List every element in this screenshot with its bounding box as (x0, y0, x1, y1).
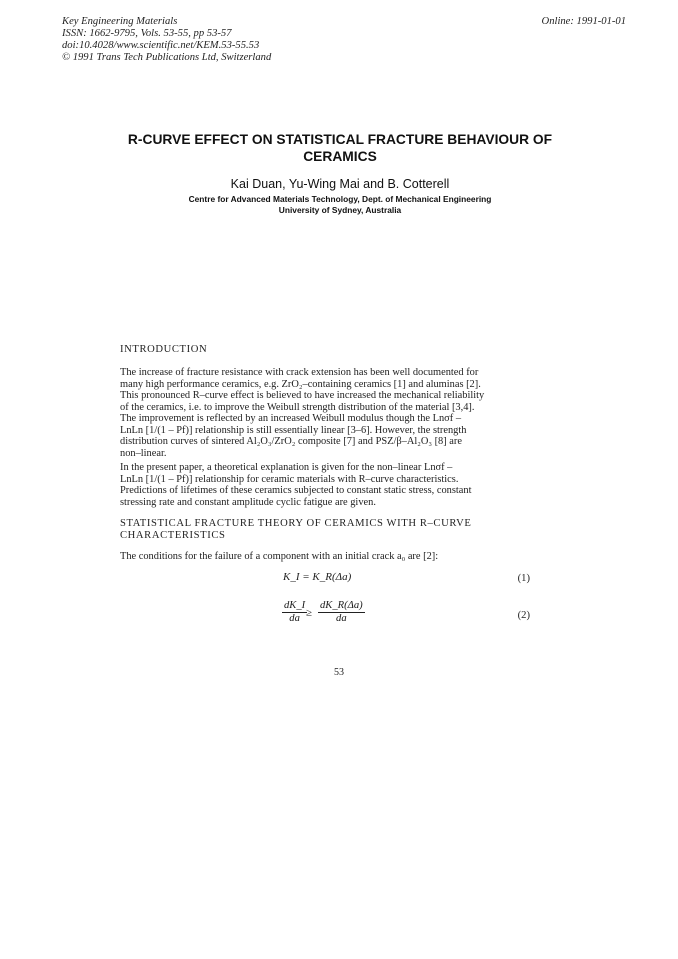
paragraph-1 (120, 367, 530, 459)
paper-title (80, 131, 600, 165)
doi-line: doi:10.4028/www.scientific.net/KEM.53-55.53 (62, 40, 260, 51)
equation-1: K_I = K_R(Δa) (283, 571, 352, 583)
equation-2-right-fraction (318, 600, 365, 625)
paragraph-line: The improvement is reflected by an increased Weibull modulus though the Lnσf – (120, 413, 462, 424)
section-heading-introduction: INTRODUCTION (120, 344, 208, 355)
equation-number-2: (2) (517, 610, 530, 621)
journal-header (62, 16, 271, 64)
paragraph-line: of the ceramics, i.e. to improve the Weibull strength distribution of the material [3,4]. (120, 401, 475, 413)
fraction-denominator: da (336, 613, 347, 624)
paragraph-line: Predictions of lifetimes of these ceramics subjected to constant static stress, constant (120, 485, 472, 496)
affiliation-line-1: Centre for Advanced Materials Technology, Dept. of Mechanical Engineering (188, 194, 492, 204)
equation-2-left-fraction (282, 600, 307, 625)
paragraph-line: many high performance ceramics, e.g. ZrO₂–containing ceramics [1] and aluminas [2]. (120, 378, 481, 390)
paragraph-line: This pronounced R–curve effect is believed to have increased the mechanical reliability (120, 390, 485, 401)
paragraph-line: stressing rate and constant amplitude cyclic fatigue are given. (120, 496, 376, 508)
paragraph-line: The increase of fracture resistance with crack extension has been well documented for (120, 367, 479, 378)
paragraph-line: In the present paper, a theoretical explanation is given for the non–linear Lnσf – (120, 462, 453, 473)
paragraph-line: non–linear. (120, 447, 167, 459)
paragraph-3: The conditions for the failure of a component with an initial crack a₀ are [2]: (120, 551, 439, 562)
equation-number-1: (1) (517, 573, 530, 584)
affiliation-line-2: University of Sydney, Australia (278, 205, 402, 215)
section-heading-statistical-theory: STATISTICAL FRACTURE THEORY OF CERAMICS WITH R–CURVE CHARACTERISTICS (120, 518, 472, 541)
journal-name: Key Engineering Materials (62, 16, 178, 27)
issn-line: ISSN: 1662-9795, Vols. 53-55, pp 53-57 (62, 28, 232, 39)
paragraph-2 (120, 462, 530, 508)
fraction-numerator: dK_I (284, 600, 306, 611)
title-line-1: R-CURVE EFFECT ON STATISTICAL FRACTURE BEHAVIOUR OF (127, 132, 553, 147)
equation-2-relation: ≥ (306, 607, 313, 619)
paragraph-line: LnLn [1/(1 – Pf)] relationship is still essentially linear [3–6]. However, the strength (120, 424, 467, 436)
affiliation (80, 194, 600, 216)
paragraph-line: distribution curves of sintered Al₂O₃/ZrO₂ composite [7] and PSZ/β–Al₂O₃ [8] are (120, 436, 462, 447)
fraction-denominator: da (289, 613, 300, 624)
author-list: Kai Duan, Yu-Wing Mai and B. Cotterell (230, 177, 450, 191)
copyright-line: © 1991 Trans Tech Publications Ltd, Switzerland (62, 52, 272, 63)
online-date: Online: 1991-01-01 (541, 16, 626, 27)
fraction-numerator: dK_R(Δa) (320, 600, 363, 611)
page-number: 53 (334, 667, 344, 678)
paragraph-line: LnLn [1/(1 – Pf)] relationship for ceramic materials with R–curve characteristics. (120, 473, 459, 485)
title-line-2: CERAMICS (303, 149, 377, 164)
